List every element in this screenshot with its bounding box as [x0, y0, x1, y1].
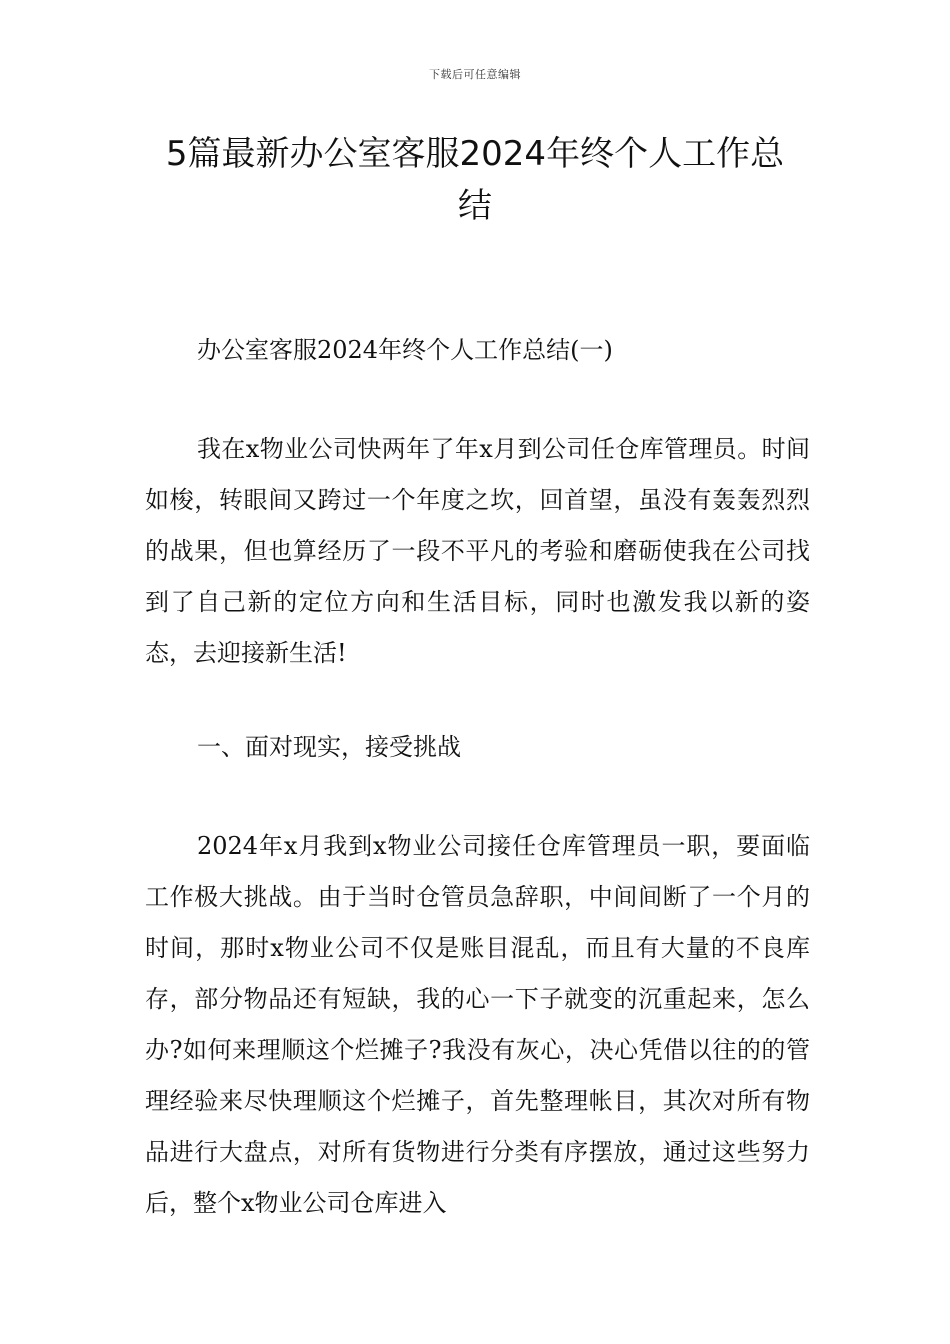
document-subtitle: 办公室客服2024年终个人工作总结(一): [197, 336, 613, 364]
document-title: 5篇最新办公室客服2024年终个人工作总结: [165, 134, 785, 226]
section-heading-1: 一、面对现实，接受挑战: [197, 733, 461, 761]
header-note: 下载后可任意编辑: [429, 68, 521, 81]
paragraph-intro: 我在x物业公司快两年了年x月到公司任仓库管理员。时间如梭，转眼间又跨过一个年度之坎，回首望，虽没有轰轰烈烈的战果，但也算经历了一段不平凡的考验和磨砺使我在公司找到了自己新的定位方向和生活目标，同时也激发我以新的姿态，去迎接新生活!: [145, 435, 810, 667]
paragraph-section-1: 2024年x月我到x物业公司接任仓库管理员一职，要面临工作极大挑战。由于当时仓管员急辞职，中间间断了一个月的时间，那时x物业公司不仅是账目混乱，而且有大量的不良库存，部分物品还有短缺，我的心一下子就变的沉重起来，怎么办?如何来理顺这个烂摊子?我没有灰心，决心凭借以往的的管理经验来尽快理顺这个烂摊子，首先整理帐目，其次对所有物品进行大盘点，对所有货物进行分类有序摆放，通过这些努力后，整个x物业公司仓库进入: [145, 832, 810, 1217]
